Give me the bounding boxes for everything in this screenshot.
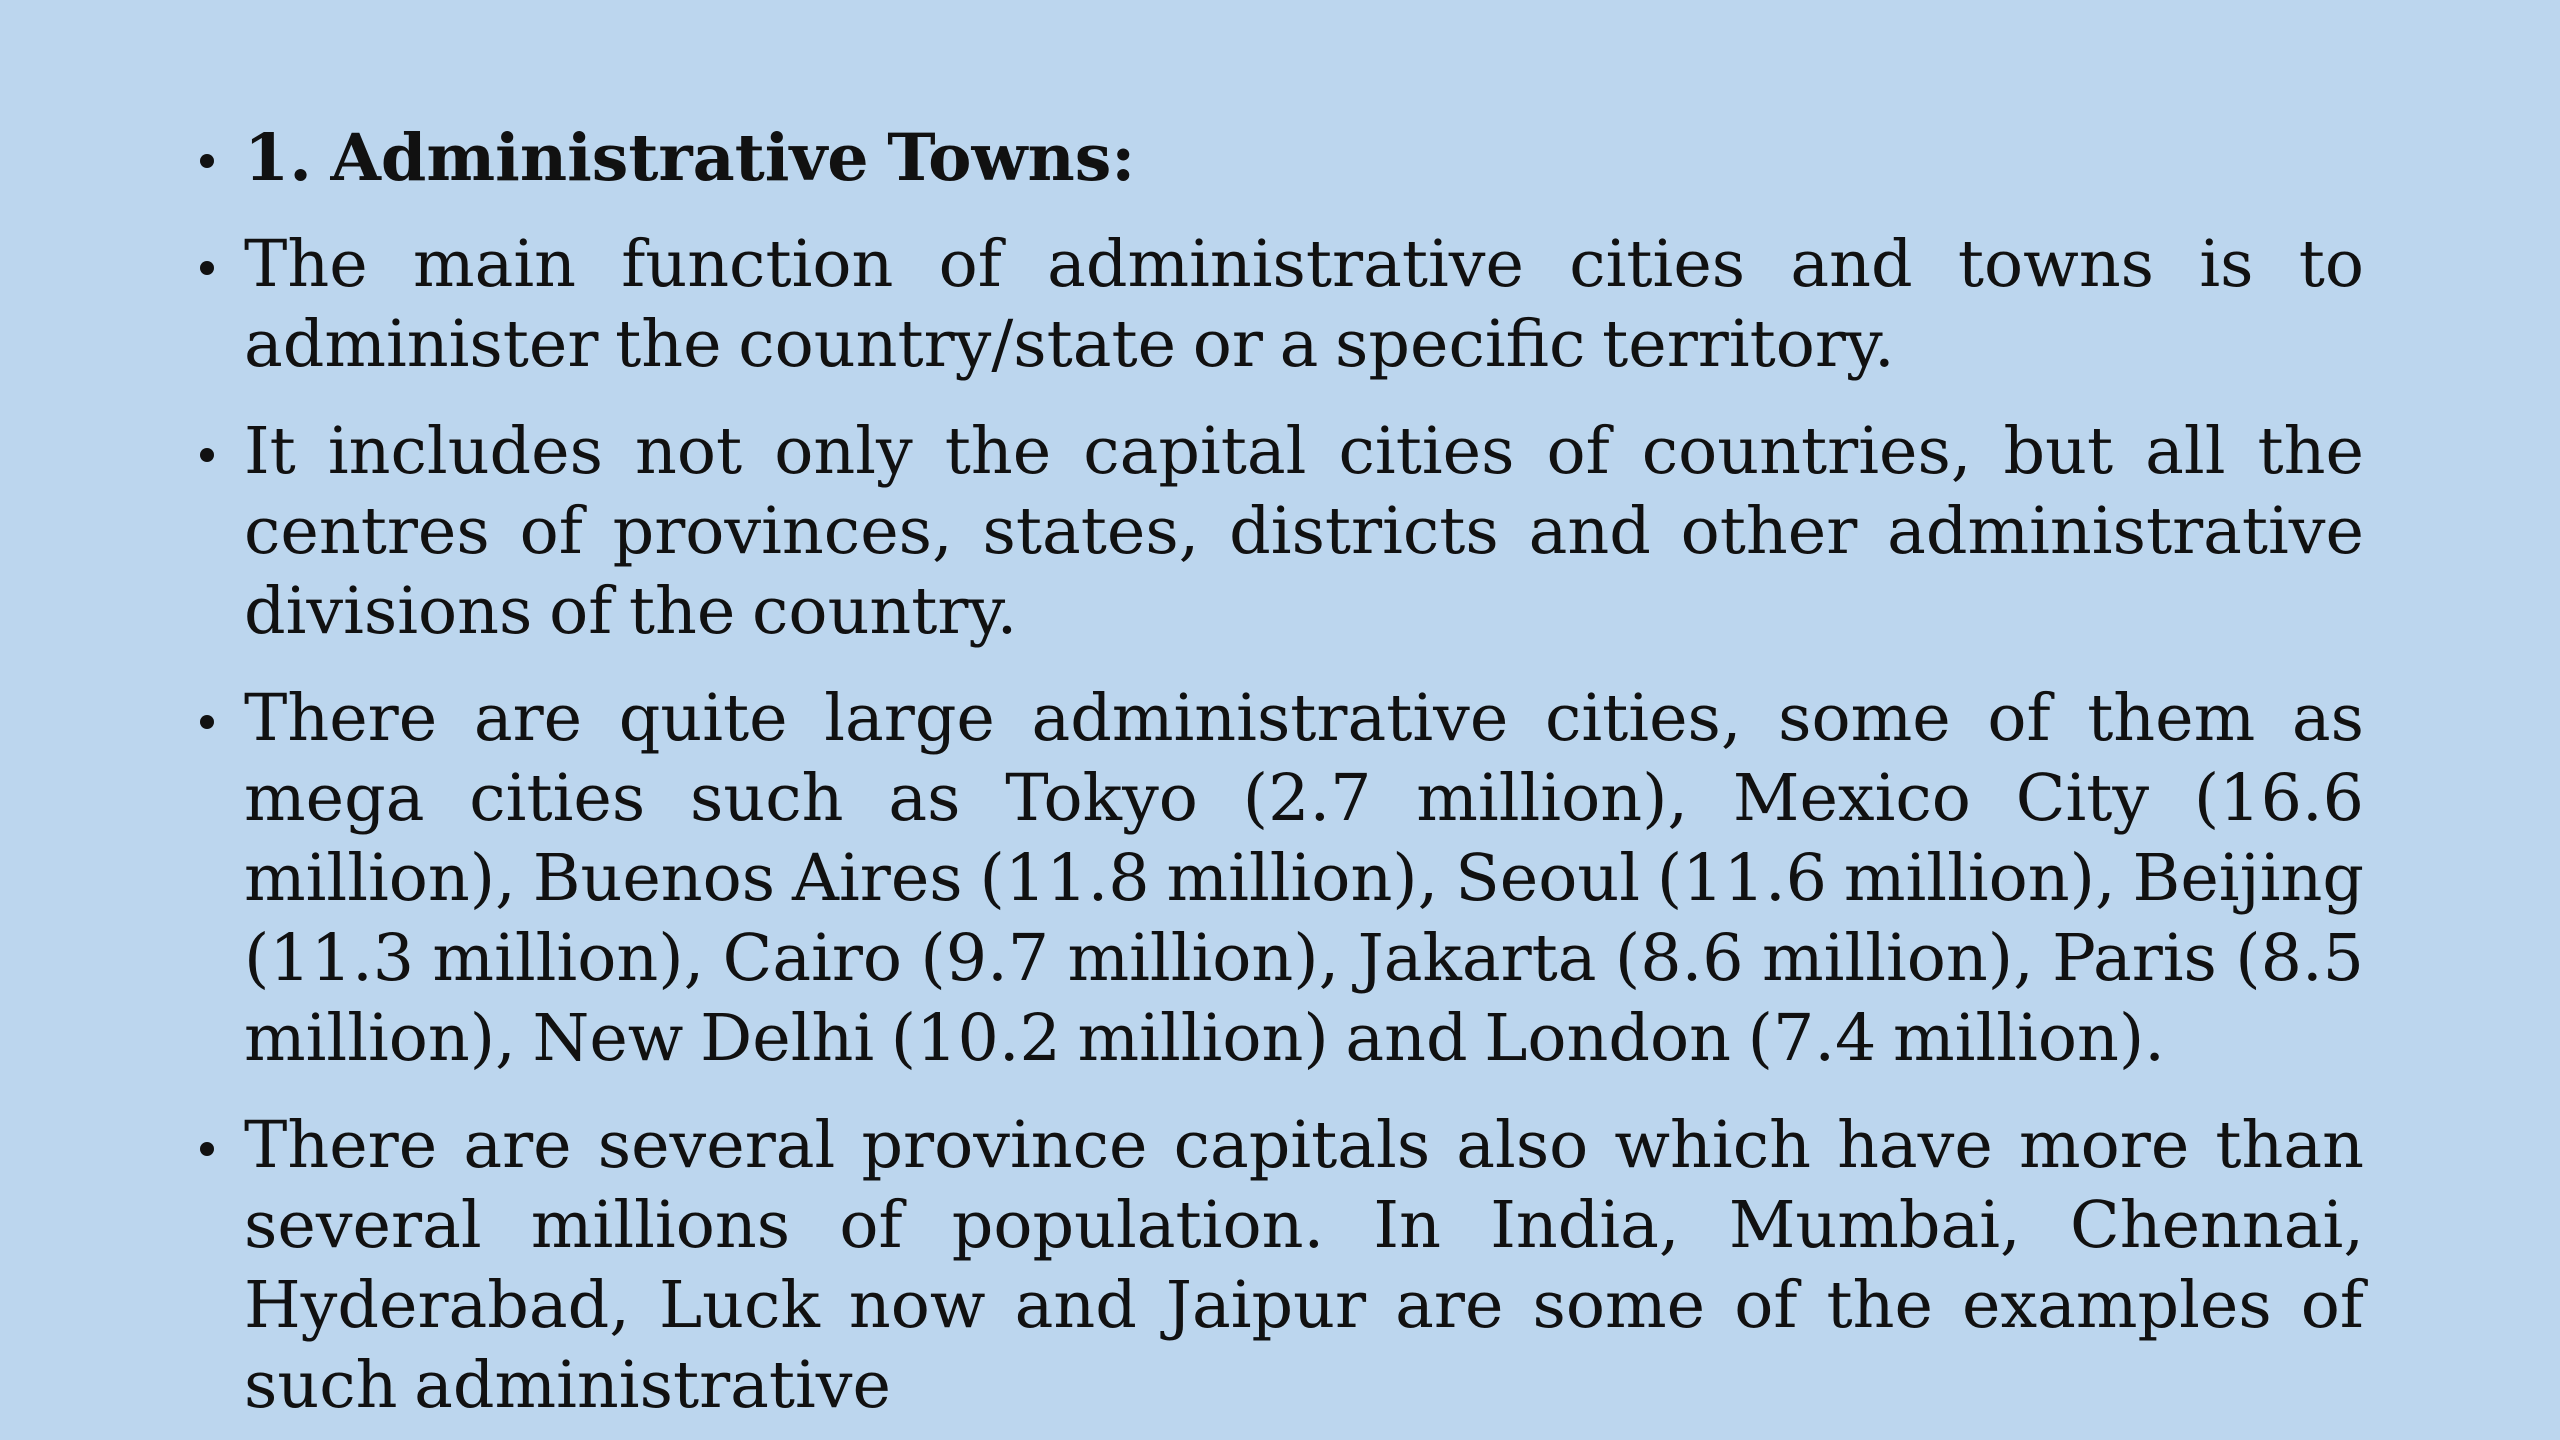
bullet-text-province-capitals: There are several province capitals also which have more than several millions of population. In India, Mumbai, Chennai, Hyderabad, Luck now and Jaipur are some of the examples of such administrative	[244, 1108, 2364, 1423]
slide-heading-text: 1. Administrative Towns:	[244, 120, 1136, 196]
bullet-province-capitals	[190, 1106, 2364, 1426]
bullet-text-main-function: The main function of administrative cities and towns is to administer the country/state or a specific territory.	[244, 227, 2364, 382]
bullet-text-large-administrative-cities: There are quite large administrative cities, some of them as mega cities such as Tokyo (2.7 million), Mexico City (16.6 million), Buenos Aires (11.8 million), Seoul (11.6 million), Beijing (11.3 million), Cairo (9.7 million), Jakarta (8.6 million), Paris (8.5 million), New Delhi (10.2 million) and London (7.4 million).	[244, 681, 2364, 1076]
bullet-heading-administrative-towns	[190, 118, 2364, 198]
bullet-capital-cities	[190, 412, 2364, 652]
bullet-text-capital-cities: It includes not only the capital cities of countries, but all the centres of provinces, states, districts and other administrative divisions of the country.	[244, 414, 2364, 649]
bullet-large-administrative-cities	[190, 679, 2364, 1079]
slide-bullet-list	[190, 118, 2364, 1440]
bullet-main-function	[190, 225, 2364, 385]
